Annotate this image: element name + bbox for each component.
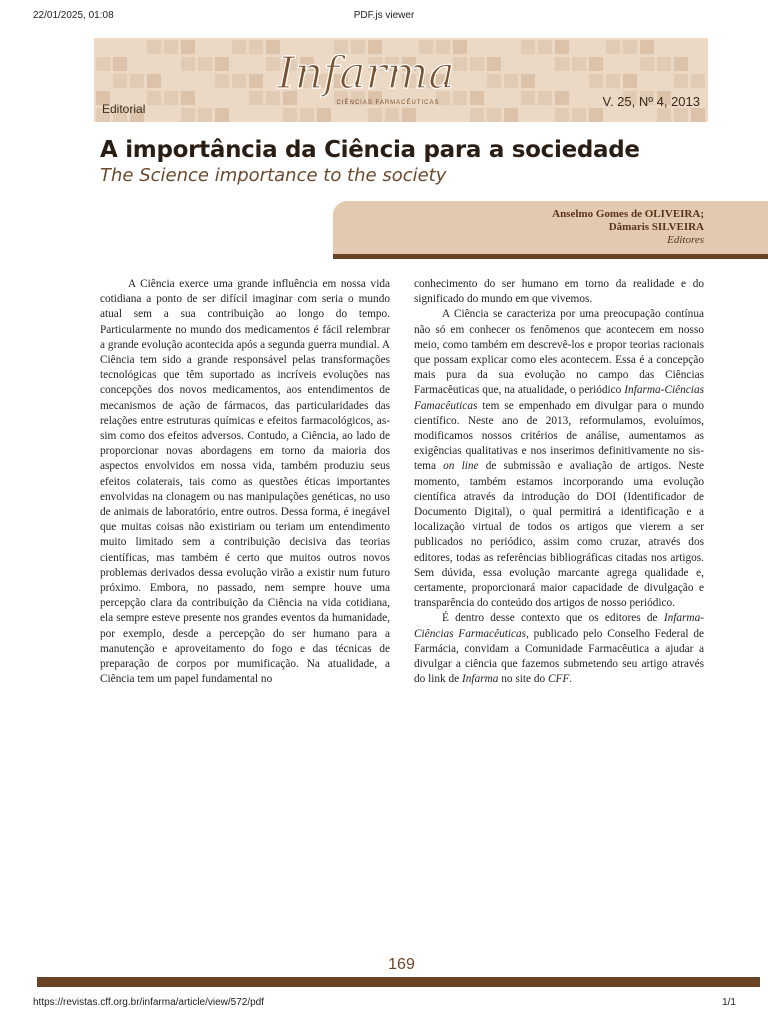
body-paragraph xyxy=(414,611,704,687)
banner-tile xyxy=(232,74,246,88)
banner-tile xyxy=(623,74,637,88)
print-datetime: 22/01/2025, 01:08 xyxy=(33,10,114,21)
section-label: Editorial xyxy=(102,102,146,116)
banner-tile xyxy=(470,91,484,105)
banner-tile xyxy=(606,40,620,54)
banner-tile xyxy=(249,91,263,105)
banner-tile xyxy=(181,57,195,71)
banner-tile xyxy=(487,108,501,122)
journal-logo xyxy=(266,44,466,114)
banner-tile xyxy=(249,40,263,54)
banner-tile xyxy=(674,57,688,71)
journal-name: Infarma-Ciências Farmacêuticas xyxy=(414,612,704,640)
text-run: . xyxy=(569,673,573,686)
page-count: 1/1 xyxy=(722,997,736,1008)
text-run: É dentro desse contexto que os editores de xyxy=(442,612,664,625)
banner-tile xyxy=(691,108,705,122)
banner-tile xyxy=(606,74,620,88)
banner-tile xyxy=(640,40,654,54)
banner-tile xyxy=(164,91,178,105)
author-1: Anselmo Gomes de OLIVEIRA; xyxy=(552,208,704,220)
banner-tile xyxy=(674,74,688,88)
banner-tile xyxy=(623,40,637,54)
banner-tile xyxy=(147,74,161,88)
banner-tile xyxy=(215,74,229,88)
banner-tile xyxy=(198,108,212,122)
banner-tile xyxy=(249,74,263,88)
authors-box xyxy=(333,201,768,254)
banner-tile xyxy=(691,74,705,88)
banner-tile xyxy=(470,57,484,71)
cff-name: CFF xyxy=(548,673,570,686)
footer-bar xyxy=(37,977,760,987)
banner-tile xyxy=(555,108,569,122)
text-run: , publicado pelo Conselho Federal de Farmácia, convidam a Comunidade Farmacêutica a ajudar a divulgar a ciência que fazemos submetendo seu artigo através do link de xyxy=(414,627,704,686)
banner-tile xyxy=(130,74,144,88)
viewer-title: PDF.js viewer xyxy=(353,10,415,21)
volume-info: V. 25, Nº 4, 2013 xyxy=(602,94,700,109)
banner-tile xyxy=(181,91,195,105)
banner-tile xyxy=(164,40,178,54)
text-run: de submissão e avaliação de artigos. Neste momento, também estamos incorporando uma evolução científica através da introdução do DOI (Identificador de Documento Digital), o qual permitirá a identificação e a localização virtual de todos os artigos que vierem a ser publicados no periódico, assim como cruzar, através dos editores, todas as referências bibliográficas citadas nos artigos. Sem dúvida, essa evolução marcante agrega qualidade e, certamente, proporcionará maior capacidade de divulgação e transparência do conteúdo dos artigos de nosso periódico. xyxy=(414,460,705,610)
banner-tile xyxy=(147,40,161,54)
banner-tile xyxy=(232,40,246,54)
banner-tile xyxy=(470,108,484,122)
banner-tile xyxy=(215,57,229,71)
banner-tile xyxy=(572,57,586,71)
banner-tile xyxy=(555,91,569,105)
banner-tile xyxy=(215,108,229,122)
print-header xyxy=(0,0,768,30)
banner-tile xyxy=(504,74,518,88)
banner-tile xyxy=(555,40,569,54)
banner-tile xyxy=(589,74,603,88)
body-column-left xyxy=(100,277,390,687)
banner-tile xyxy=(657,108,671,122)
banner-tile xyxy=(674,108,688,122)
text-run: A Ciência se caracteriza por uma preocupação contínua não só em conhecer os fenômenos que acontecem em nosso meio, como também em descrevê-los e propor teorias racionais que possam explicar como eles acontecem. Essa é a concepção mais pura da sua evolução no campo das Ciências Farmacêuticas que, na atualidade, o periódico xyxy=(414,308,704,397)
banner-tile xyxy=(521,40,535,54)
page-url[interactable]: https://revistas.cff.org.br/infarma/article/view/572/pdf xyxy=(33,997,265,1008)
article-subtitle: The Science importance to the society xyxy=(100,165,447,186)
authors-role: Editores xyxy=(667,234,704,246)
banner-tile xyxy=(504,108,518,122)
banner-tile xyxy=(521,91,535,105)
body-paragraph: A Ciência exerce uma grande influência em nossa vida cotidiana a ponto de ser difícil imaginar com seria o mundo atual sem a sua contribuição ao longo do tempo. Particularmente no mundo dos medicamentos é fácil relembrar a grande evolução acontecida após a segunda guerra mundial. A Ciência tem sido a grande responsável pelas transformações tecnológicas que têm suportado as incríveis evoluções nas concepções dos novos medicamentos, aos entendimentos de mecanismos de ação de fármacos, das particularidades das relações entre estruturas químicas e efeitos farmacológicos, assim como dos efeitos adversos. Contudo, a Ciência, ao lado de proporcionar novas abordagens em torno da maioria dos aspectos envolvidos em nossa vida, também produziu seus efeitos colaterais, tais como as questões éticas importantes envolvidas na clonagem ou nas manipulações genéticas, no uso de animais de laboratório, entre outros. Dessa forma, é inegável que muitas coisas não existiriam ou teriam um entendimento muito limitado sem a contribuição decisiva das teorias científicas, mas também é certo que muitos outros novos problemas derivados dessa evolução virão a existir num futuro próximo. Embora, no passado, nem sempre houve uma percepção clara da contribuição da Ciência na vida cotidiana, ela sempre esteve presente nos grandes eventos da humanidade, por exemplo, desde a percepção do ser humano para a manutenção e aproveitamento do fogo e das técnicas de preparação de corpos por mumificação. Na atualidade, a Ciência tem um papel fundamental no xyxy=(100,278,390,686)
journal-name: Infarma-Ciências Famacêuticas xyxy=(414,384,704,412)
text-run: tem se empenhado em divulgar para o mundo científico. Neste ano de 2013, reformulamos, evoluímos, modificamos nossos critérios de análise, aumentamos as exigências qualitativas e nos inserimos definitivamente no sistema xyxy=(414,399,704,473)
banner-tile xyxy=(487,74,501,88)
body-column-right xyxy=(414,277,704,687)
text-run: no site do xyxy=(498,673,549,686)
banner-tile xyxy=(555,57,569,71)
body-paragraph xyxy=(414,307,704,611)
author-2: Dâmaris SILVEIRA xyxy=(608,221,704,233)
banner-tile xyxy=(521,74,535,88)
banner-tile xyxy=(181,108,195,122)
banner-tile xyxy=(538,40,552,54)
banner-tile xyxy=(572,108,586,122)
banner-tile xyxy=(113,57,127,71)
logo-subtitle: CIÊNCIAS FARMACÊUTICAS xyxy=(336,100,440,106)
page-number: 169 xyxy=(388,956,415,973)
body-paragraph: conhecimento do ser humano em torno da realidade e do significado do mundo em que vivemos. xyxy=(414,278,704,306)
online-term: on line xyxy=(443,460,479,473)
banner-tile xyxy=(113,74,127,88)
journal-banner xyxy=(94,38,708,122)
infarma-link-text: Infarma xyxy=(462,673,499,686)
banner-tile xyxy=(657,57,671,71)
logo-text: Infarma xyxy=(277,48,455,99)
banner-tile xyxy=(96,57,110,71)
authors-divider xyxy=(333,254,768,259)
article-title: A importância da Ciência para a sociedade xyxy=(100,137,640,163)
banner-tile xyxy=(181,40,195,54)
banner-tile xyxy=(487,57,501,71)
banner-tile xyxy=(198,57,212,71)
banner-tile xyxy=(640,57,654,71)
banner-tile xyxy=(147,91,161,105)
banner-tile xyxy=(589,57,603,71)
banner-tile xyxy=(538,91,552,105)
banner-tile xyxy=(589,108,603,122)
